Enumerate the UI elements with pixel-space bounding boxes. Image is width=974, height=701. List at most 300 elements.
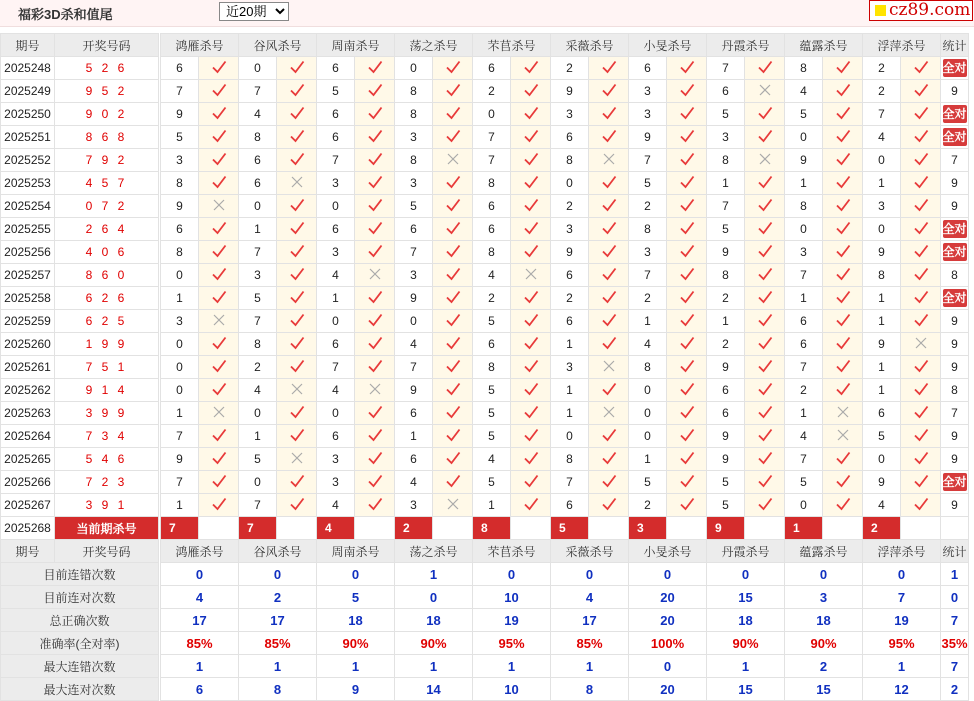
stat-cell	[941, 218, 969, 241]
kill-number-cell: 6	[395, 218, 433, 241]
kill-number-cell: 1	[707, 310, 745, 333]
result-mark-cell	[433, 264, 473, 287]
result-mark-cell	[667, 172, 707, 195]
current-kill-blank	[901, 517, 941, 540]
kill-number-cell: 8	[473, 172, 511, 195]
kill-number-cell: 4	[785, 80, 823, 103]
stats-value: 1	[473, 655, 551, 678]
kill-number-cell: 9	[707, 356, 745, 379]
result-mark-cell	[823, 494, 863, 517]
issue-cell: 2025252	[1, 149, 55, 172]
current-kill-value: 7	[239, 517, 277, 540]
check-icon	[601, 59, 617, 75]
col-expert-header: 谷风杀号	[239, 540, 317, 563]
stats-value: 0	[317, 563, 395, 586]
kill-number-cell: 8	[629, 356, 667, 379]
stats-value: 0	[473, 563, 551, 586]
all-correct-badge: 全对	[942, 475, 967, 489]
result-mark-cell	[823, 241, 863, 264]
kill-number-cell: 1	[785, 287, 823, 310]
stats-value: 90%	[785, 632, 863, 655]
current-kill-value: 2	[395, 517, 433, 540]
kill-number-cell: 4	[239, 379, 277, 402]
kill-number-cell: 8	[785, 195, 823, 218]
result-mark-cell	[511, 402, 551, 425]
stats-value: 6	[161, 678, 239, 701]
check-icon	[835, 335, 851, 351]
kill-number-cell: 1	[863, 287, 901, 310]
kill-number-cell: 6	[317, 103, 355, 126]
result-mark-cell	[667, 356, 707, 379]
kill-number-cell: 6	[317, 218, 355, 241]
check-icon	[601, 496, 617, 512]
kill-number-cell: 9	[785, 149, 823, 172]
result-mark-cell	[667, 80, 707, 103]
stats-total: 0	[941, 586, 969, 609]
kill-number-cell: 0	[239, 57, 277, 80]
stats-row	[1, 678, 969, 701]
col-expert-header: 小旻杀号	[629, 540, 707, 563]
table-row	[1, 195, 969, 218]
check-icon	[445, 82, 461, 98]
site-logo[interactable]	[869, 0, 973, 21]
kill-number-cell: 1	[395, 425, 433, 448]
result-mark-cell	[589, 448, 629, 471]
result-mark-cell	[199, 264, 239, 287]
result-mark-cell	[511, 57, 551, 80]
check-icon	[211, 450, 227, 466]
kill-number-cell: 7	[785, 264, 823, 287]
draw-number-cell: 7 5 1	[55, 356, 159, 379]
check-icon	[211, 335, 227, 351]
result-mark-cell	[589, 310, 629, 333]
stat-cell: 7	[941, 402, 969, 425]
kill-number-cell: 5	[473, 425, 511, 448]
check-icon	[913, 496, 929, 512]
check-icon	[445, 312, 461, 328]
draw-number-cell: 5 4 6	[55, 448, 159, 471]
kill-number-cell: 7	[239, 310, 277, 333]
result-mark-cell	[901, 356, 941, 379]
kill-number-cell: 7	[161, 425, 199, 448]
result-mark-cell	[667, 103, 707, 126]
kill-number-cell: 3	[317, 471, 355, 494]
check-icon	[913, 358, 929, 374]
cross-icon	[367, 266, 383, 282]
check-icon	[445, 59, 461, 75]
result-mark-cell	[277, 471, 317, 494]
kill-number-cell: 6	[551, 126, 589, 149]
result-mark-cell	[433, 333, 473, 356]
stats-value: 1	[863, 655, 941, 678]
cross-icon	[289, 450, 305, 466]
check-icon	[913, 404, 929, 420]
kill-number-cell: 8	[239, 126, 277, 149]
current-kill-value: 7	[161, 517, 199, 540]
check-icon	[913, 381, 929, 397]
result-mark-cell	[511, 103, 551, 126]
kill-number-cell: 7	[473, 126, 511, 149]
result-mark-cell	[667, 310, 707, 333]
cross-icon	[289, 174, 305, 190]
result-mark-cell	[901, 494, 941, 517]
check-icon	[757, 450, 773, 466]
result-mark-cell	[511, 195, 551, 218]
period-select[interactable]	[219, 2, 289, 21]
check-icon	[367, 473, 383, 489]
cross-icon	[835, 404, 851, 420]
result-mark-cell	[823, 126, 863, 149]
draw-number-cell: 5 2 6	[55, 57, 159, 80]
check-icon	[289, 220, 305, 236]
result-mark-cell	[355, 333, 395, 356]
kill-number-cell: 2	[785, 379, 823, 402]
check-icon	[445, 358, 461, 374]
stats-value: 0	[395, 586, 473, 609]
result-mark-cell	[433, 218, 473, 241]
kill-number-cell: 3	[863, 195, 901, 218]
result-mark-cell	[277, 218, 317, 241]
check-icon	[367, 151, 383, 167]
draw-number-cell: 6 2 6	[55, 287, 159, 310]
result-mark-cell	[277, 310, 317, 333]
draw-number-cell: 4 0 6	[55, 241, 159, 264]
check-icon	[367, 220, 383, 236]
kill-number-cell: 0	[317, 402, 355, 425]
kill-number-cell: 8	[161, 241, 199, 264]
stats-value: 0	[629, 655, 707, 678]
kill-number-cell: 2	[863, 57, 901, 80]
result-mark-cell	[511, 264, 551, 287]
result-mark-cell	[277, 448, 317, 471]
col-expert-header: 芣苢杀号	[473, 540, 551, 563]
issue-cell: 2025254	[1, 195, 55, 218]
current-kill-value: 2	[863, 517, 901, 540]
check-icon	[367, 450, 383, 466]
issue-cell: 2025251	[1, 126, 55, 149]
kill-number-cell: 3	[317, 448, 355, 471]
header-row	[1, 34, 969, 57]
kill-number-cell: 8	[161, 172, 199, 195]
kill-number-cell: 8	[551, 448, 589, 471]
result-mark-cell	[745, 57, 785, 80]
check-icon	[367, 197, 383, 213]
kill-number-cell: 0	[161, 264, 199, 287]
kill-number-cell: 8	[473, 356, 511, 379]
cross-icon	[913, 335, 929, 351]
check-icon	[523, 427, 539, 443]
kill-number-cell: 1	[863, 356, 901, 379]
check-icon	[913, 59, 929, 75]
check-icon	[601, 243, 617, 259]
table-row	[1, 333, 969, 356]
kill-number-cell: 6	[239, 149, 277, 172]
result-mark-cell	[901, 218, 941, 241]
check-icon	[445, 220, 461, 236]
stat-cell: 9	[941, 80, 969, 103]
col-expert-header: 小旻杀号	[629, 34, 707, 57]
kill-number-cell: 5	[317, 80, 355, 103]
result-mark-cell	[355, 149, 395, 172]
kill-number-cell: 8	[707, 149, 745, 172]
kill-number-cell: 0	[317, 310, 355, 333]
table-row	[1, 471, 969, 494]
kill-number-cell: 7	[317, 149, 355, 172]
check-icon	[601, 105, 617, 121]
check-icon	[211, 243, 227, 259]
result-mark-cell	[511, 172, 551, 195]
cross-icon	[601, 404, 617, 420]
kill-number-cell: 4	[863, 126, 901, 149]
stats-row	[1, 609, 969, 632]
stats-row	[1, 563, 969, 586]
issue-cell: 2025250	[1, 103, 55, 126]
issue-cell: 2025267	[1, 494, 55, 517]
kill-number-cell: 5	[863, 425, 901, 448]
stats-value: 90%	[707, 632, 785, 655]
check-icon	[289, 105, 305, 121]
table-row	[1, 494, 969, 517]
col-stat-header: 统计	[941, 540, 969, 563]
kill-number-cell: 9	[707, 425, 745, 448]
result-mark-cell	[511, 80, 551, 103]
col-expert-header: 周南杀号	[317, 540, 395, 563]
result-mark-cell	[823, 195, 863, 218]
kill-number-cell: 7	[161, 80, 199, 103]
kill-number-cell: 5	[707, 494, 745, 517]
check-icon	[367, 174, 383, 190]
stat-cell: 8	[941, 379, 969, 402]
kill-number-cell: 0	[629, 379, 667, 402]
table-row	[1, 287, 969, 310]
check-icon	[367, 243, 383, 259]
result-mark-cell	[901, 149, 941, 172]
draw-number-cell: 9 1 4	[55, 379, 159, 402]
result-mark-cell	[199, 172, 239, 195]
check-icon	[211, 174, 227, 190]
table-row	[1, 241, 969, 264]
kill-number-cell: 4	[317, 264, 355, 287]
check-icon	[757, 473, 773, 489]
issue-cell: 2025259	[1, 310, 55, 333]
result-mark-cell	[277, 356, 317, 379]
result-mark-cell	[901, 310, 941, 333]
kill-number-cell: 5	[395, 195, 433, 218]
result-mark-cell	[589, 126, 629, 149]
check-icon	[601, 450, 617, 466]
check-icon	[835, 289, 851, 305]
check-icon	[211, 473, 227, 489]
result-mark-cell	[667, 425, 707, 448]
table-row	[1, 425, 969, 448]
issue-cell: 2025262	[1, 379, 55, 402]
col-expert-header: 荡之杀号	[395, 34, 473, 57]
check-icon	[523, 289, 539, 305]
check-icon	[289, 358, 305, 374]
result-mark-cell	[745, 149, 785, 172]
stats-row	[1, 655, 969, 678]
table-row	[1, 310, 969, 333]
cross-icon	[289, 381, 305, 397]
all-correct-badge: 全对	[942, 61, 967, 75]
stats-value: 95%	[863, 632, 941, 655]
stats-label: 最大连对次数	[1, 678, 159, 701]
check-icon	[679, 450, 695, 466]
current-kill-blank	[589, 517, 629, 540]
check-icon	[679, 105, 695, 121]
kill-number-cell: 0	[161, 333, 199, 356]
check-icon	[211, 151, 227, 167]
check-icon	[523, 381, 539, 397]
kill-number-cell: 1	[161, 494, 199, 517]
kill-number-cell: 5	[239, 287, 277, 310]
check-icon	[679, 197, 695, 213]
kill-number-cell: 4	[863, 494, 901, 517]
result-mark-cell	[901, 241, 941, 264]
stats-value: 17	[161, 609, 239, 632]
check-icon	[757, 289, 773, 305]
check-icon	[211, 105, 227, 121]
kill-number-cell: 2	[629, 494, 667, 517]
kill-number-cell: 5	[785, 103, 823, 126]
check-icon	[367, 59, 383, 75]
result-mark-cell	[901, 195, 941, 218]
check-icon	[601, 312, 617, 328]
stats-value: 19	[473, 609, 551, 632]
kill-number-cell: 0	[785, 218, 823, 241]
result-mark-cell	[823, 172, 863, 195]
check-icon	[289, 427, 305, 443]
kill-number-cell: 6	[317, 425, 355, 448]
result-mark-cell	[355, 241, 395, 264]
stat-cell: 7	[941, 149, 969, 172]
check-icon	[289, 151, 305, 167]
check-icon	[601, 381, 617, 397]
result-mark-cell	[355, 471, 395, 494]
stats-value: 20	[629, 609, 707, 632]
kill-number-cell: 4	[473, 264, 511, 287]
check-icon	[367, 128, 383, 144]
stats-total: 7	[941, 655, 969, 678]
result-mark-cell	[823, 425, 863, 448]
kill-number-cell: 9	[395, 287, 433, 310]
kill-number-cell: 3	[395, 172, 433, 195]
result-mark-cell	[511, 448, 551, 471]
stats-value: 17	[551, 609, 629, 632]
result-mark-cell	[355, 264, 395, 287]
result-mark-cell	[277, 379, 317, 402]
result-mark-cell	[433, 80, 473, 103]
col-expert-header: 浮萍杀号	[863, 540, 941, 563]
result-mark-cell	[745, 356, 785, 379]
check-icon	[523, 174, 539, 190]
check-icon	[211, 59, 227, 75]
current-kill-value: 3	[629, 517, 667, 540]
result-mark-cell	[589, 80, 629, 103]
kill-number-cell: 5	[707, 471, 745, 494]
kill-number-cell: 1	[551, 379, 589, 402]
check-icon	[679, 404, 695, 420]
result-mark-cell	[667, 402, 707, 425]
cross-icon	[523, 266, 539, 282]
table-row	[1, 80, 969, 103]
draw-number-cell: 8 6 8	[55, 126, 159, 149]
check-icon	[601, 266, 617, 282]
kill-number-cell: 5	[473, 379, 511, 402]
result-mark-cell	[901, 126, 941, 149]
cross-icon	[757, 151, 773, 167]
check-icon	[757, 335, 773, 351]
stats-value: 5	[317, 586, 395, 609]
check-icon	[835, 243, 851, 259]
check-icon	[757, 197, 773, 213]
issue-cell: 2025265	[1, 448, 55, 471]
current-kill-blank	[199, 517, 239, 540]
kill-number-cell: 1	[863, 172, 901, 195]
check-icon	[757, 358, 773, 374]
stats-value: 95%	[473, 632, 551, 655]
result-mark-cell	[277, 57, 317, 80]
check-icon	[679, 473, 695, 489]
result-mark-cell	[589, 264, 629, 287]
kill-number-cell: 5	[473, 471, 511, 494]
cross-icon	[601, 358, 617, 374]
col-issue-header: 期号	[1, 34, 55, 57]
check-icon	[757, 496, 773, 512]
result-mark-cell	[355, 448, 395, 471]
all-correct-badge: 全对	[942, 222, 967, 236]
check-icon	[445, 335, 461, 351]
check-icon	[679, 335, 695, 351]
result-mark-cell	[199, 402, 239, 425]
kill-number-cell: 3	[629, 103, 667, 126]
result-mark-cell	[199, 80, 239, 103]
result-mark-cell	[901, 402, 941, 425]
check-icon	[679, 174, 695, 190]
result-mark-cell	[667, 218, 707, 241]
stats-row	[1, 586, 969, 609]
kill-number-cell: 3	[629, 241, 667, 264]
stats-value: 7	[863, 586, 941, 609]
stats-value: 15	[707, 678, 785, 701]
check-icon	[523, 312, 539, 328]
result-mark-cell	[745, 494, 785, 517]
table-row	[1, 103, 969, 126]
check-icon	[913, 82, 929, 98]
stats-value: 1	[395, 655, 473, 678]
stat-cell	[941, 126, 969, 149]
check-icon	[367, 82, 383, 98]
check-icon	[367, 496, 383, 512]
kill-number-cell: 5	[629, 172, 667, 195]
kill-number-cell: 5	[707, 218, 745, 241]
check-icon	[523, 496, 539, 512]
check-icon	[445, 128, 461, 144]
result-mark-cell	[511, 425, 551, 448]
kill-number-cell: 9	[161, 448, 199, 471]
result-mark-cell	[277, 80, 317, 103]
result-mark-cell	[667, 333, 707, 356]
result-mark-cell	[667, 149, 707, 172]
check-icon	[289, 266, 305, 282]
issue-cell: 2025255	[1, 218, 55, 241]
result-mark-cell	[355, 218, 395, 241]
check-icon	[679, 427, 695, 443]
kill-number-cell: 2	[629, 287, 667, 310]
check-icon	[601, 220, 617, 236]
cross-icon	[757, 82, 773, 98]
stats-label: 最大连错次数	[1, 655, 159, 678]
